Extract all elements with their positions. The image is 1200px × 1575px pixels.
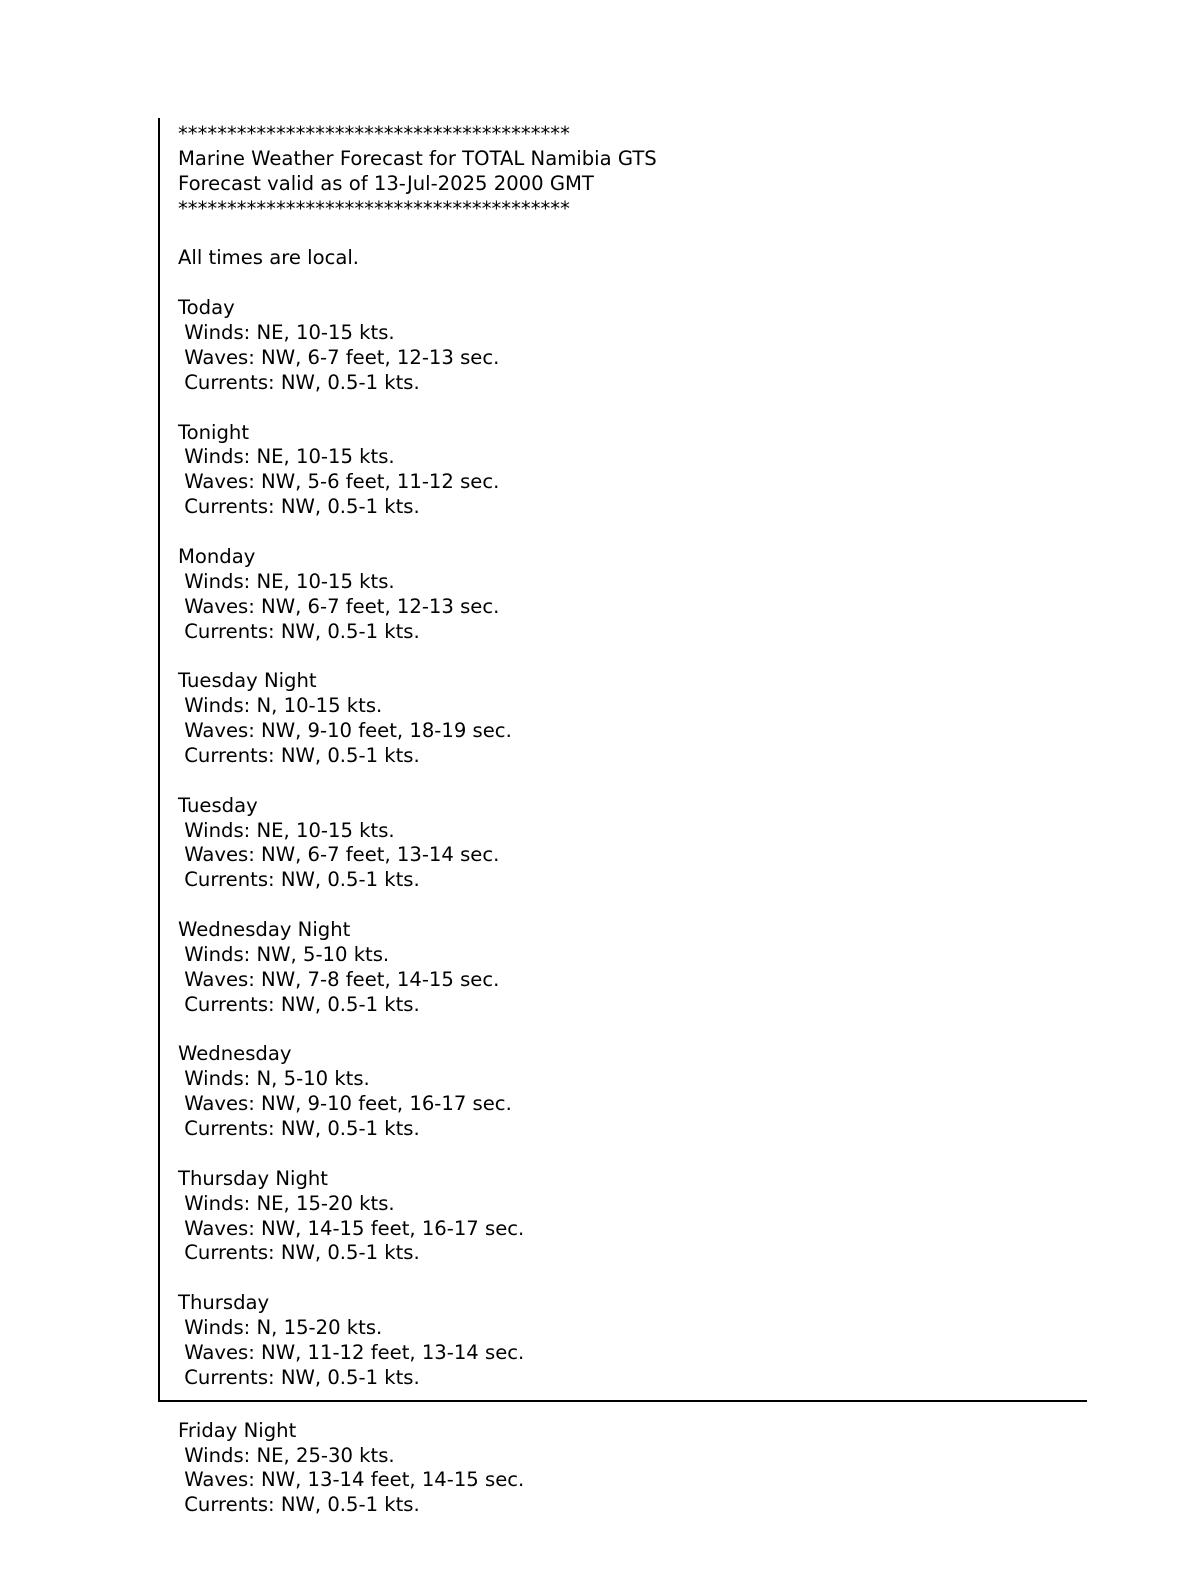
waves-line: Waves: NW, 13-14 feet, 14-15 sec. [178,1468,525,1492]
currents-line: Currents: NW, 0.5-1 kts. [178,1117,420,1140]
forecast-section [178,1291,1087,1391]
winds-line: Winds: N, 15-20 kts. [178,1316,383,1339]
forecast-section [178,1167,1087,1267]
currents-line: Currents: NW, 0.5-1 kts. [178,743,420,767]
currents-line: Currents: NW, 0.5-1 kts. [178,495,420,519]
forecast-section [178,918,1087,1018]
forecast-day-title: Today [178,296,235,320]
winds-line: Winds: N, 10-15 kts. [178,694,383,718]
forecast-header [178,122,1087,222]
currents-line: Currents: NW, 0.5-1 kts. [178,1493,420,1517]
currents-line: Currents: NW, 0.5-1 kts. [178,1241,420,1265]
forecast-day-title: Thursday Night [178,1166,328,1190]
forecast-section [178,1419,1200,1519]
forecast-section [178,296,1087,396]
forecast-valid-date: Forecast valid as of 13-Jul-2025 2000 GMT [178,171,594,195]
waves-line: Waves: NW, 7-8 feet, 14-15 sec. [178,967,500,991]
forecast-day-title: Thursday [178,1291,270,1315]
forecast-day-title: Tuesday [178,793,258,817]
forecast-day-title: Wednesday Night [178,918,351,941]
winds-line: Winds: NE, 10-15 kts. [178,569,395,593]
waves-line: Waves: NW, 6-7 feet, 12-13 sec. [178,594,500,618]
forecast-text-frame [158,118,1087,1402]
forecast-section [178,421,1087,521]
times-note: All times are local. [178,246,360,270]
forecast-section [178,1042,1087,1142]
currents-line: Currents: NW, 0.5-1 kts. [178,868,420,892]
forecast-title: Marine Weather Forecast for TOTAL Namibia GTS [178,146,657,170]
forecast-day-title: Monday [178,544,256,568]
currents-line: Currents: NW, 0.5-1 kts. [178,370,420,394]
waves-line: Waves: NW, 9-10 feet, 16-17 sec. [178,1092,512,1116]
forecast-day-title: Tonight [178,420,250,444]
document-page [158,118,1200,1518]
currents-line: Currents: NW, 0.5-1 kts. [178,619,420,643]
waves-line: Waves: NW, 9-10 feet, 18-19 sec. [178,719,512,742]
waves-line: Waves: NW, 5-6 feet, 11-12 sec. [178,470,500,494]
waves-line: Waves: NW, 6-7 feet, 13-14 sec. [178,843,500,867]
forecast-day-title: Tuesday Night [178,669,317,693]
winds-line: Winds: NE, 10-15 kts. [178,321,395,344]
winds-line: Winds: NE, 10-15 kts. [178,818,395,842]
currents-line: Currents: NW, 0.5-1 kts. [178,992,420,1016]
winds-line: Winds: NE, 15-20 kts. [178,1191,395,1215]
forecast-day-title: Wednesday [178,1042,292,1066]
winds-line: Winds: NW, 5-10 kts. [178,942,390,966]
forecast-section [178,545,1087,645]
winds-line: Winds: NE, 10-15 kts. [178,445,395,469]
asterisk-divider-top: **************************************** [178,122,570,145]
forecast-section [178,669,1087,769]
asterisk-divider-bottom: **************************************** [178,196,570,220]
winds-line: Winds: N, 5-10 kts. [178,1067,370,1091]
forecast-day-title: Friday Night [178,1418,297,1442]
forecast-overflow-area [158,1419,1200,1519]
winds-line: Winds: NE, 25-30 kts. [178,1443,395,1467]
currents-line: Currents: NW, 0.5-1 kts. [178,1365,420,1389]
waves-line: Waves: NW, 14-15 feet, 16-17 sec. [178,1216,525,1240]
waves-line: Waves: NW, 6-7 feet, 12-13 sec. [178,345,500,369]
waves-line: Waves: NW, 11-12 feet, 13-14 sec. [178,1340,525,1364]
forecast-section [178,794,1087,894]
